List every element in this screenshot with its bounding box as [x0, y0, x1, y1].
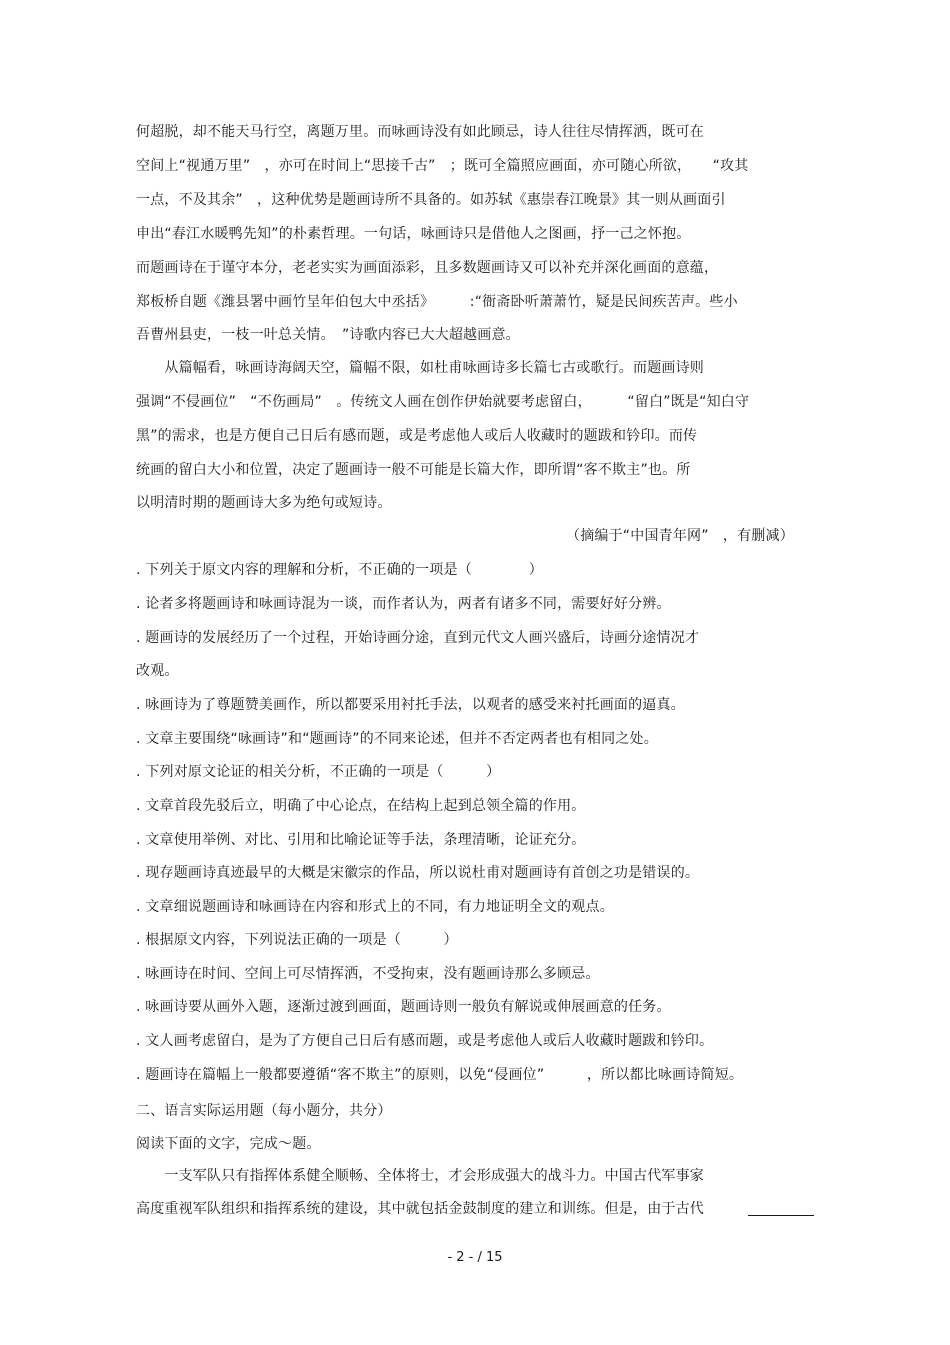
answer-blank-underline — [748, 1215, 814, 1216]
question-2: . 下列对原文论证的相关分析，不正确的一项是（ ） — [136, 764, 501, 780]
text-line: 一点，不及其余” ，这种优势是题画诗所不具备的。如苏轼《惠崇春江晚景》其一则从画面引 — [136, 192, 726, 208]
option-line: . 咏画诗在时间、空间上可尽情挥洒，不受拘束，没有题画诗那么多顾忌。 — [136, 966, 600, 982]
section-heading: 二、语言实际运用题（每小题分，共分） — [136, 1103, 392, 1119]
text-line: 郑板桥自题《潍县署中画竹呈年伯包大中丞括》 :“衙斋卧听萧萧竹，疑是民间疾苦声。些小 — [136, 294, 738, 310]
text-line: 何超脱，却不能天马行空，离题万里。而咏画诗没有如此顾忌，诗人往往尽情挥洒，既可在 — [136, 124, 704, 140]
option-line: . 文人画考虑留白，是为了方便自己日后有感而题，或是考虑他人或后人收藏时题跋和钤印。 — [136, 1033, 714, 1049]
text-line: 黑”的需求，也是方便自己日后有感而题，或是考虑他人或后人收藏时的题跋和钤印。而传 — [136, 428, 698, 444]
text-line: 统画的留白大小和位置，决定了题画诗一般不可能是长篇大作，即所谓“客不欺主”也。所 — [136, 462, 691, 478]
option-line: . 文章首段先驳后立，明确了中心论点，在结构上起到总领全篇的作用。 — [136, 798, 586, 814]
option-line: . 论者多将题画诗和咏画诗混为一谈，而作者认为，两者有诸多不同，需要好好分辨。 — [136, 596, 671, 612]
option-line: . 现存题画诗真迹最早的大概是宋徽宗的作品，所以说杜甫对题画诗有首创之功是错误的。 — [136, 865, 700, 881]
text-line: 申出“春江水暖鸭先知”的朴素哲理。一句话，咏画诗只是借他人之图画，抒一己之怀抱。 — [136, 226, 691, 242]
text-line: 一支军队只有指挥体系健全顺畅、全体将士，才会形成强大的战斗力。中国古代军事家 — [136, 1168, 704, 1184]
option-line: . 题画诗的发展经历了一个过程，开始诗画分途，直到元代文人画兴盛后，诗画分途情况才 — [136, 630, 700, 646]
option-line: . 文章主要围绕“咏画诗”和“题画诗”的不同来论述，但并不否定两者也有相同之处。 — [136, 731, 658, 747]
option-line: . 文章使用举例、对比、引用和比喻论证等手法，条理清晰，论证充分。 — [136, 832, 586, 848]
option-line: . 咏画诗要从画外入题，逐渐过渡到画面，题画诗则一般负有解说或伸展画意的任务。 — [136, 999, 671, 1015]
question-1: . 下列关于原文内容的理解和分析，不正确的一项是（ ） — [136, 562, 543, 578]
source-attribution: （摘编于“中国青年网” ，有删减） — [566, 528, 794, 544]
text-line: 高度重视军队组织和指挥系统的建设，其中就包括金鼓制度的建立和训练。但是，由于古代 — [136, 1201, 704, 1217]
instruction-line: 阅读下面的文字，完成～题。 — [136, 1136, 321, 1152]
option-line: . 文章细说题画诗和咏画诗在内容和形式上的不同，有力地证明全文的观点。 — [136, 899, 614, 915]
option-line: 改观。 — [136, 663, 179, 679]
option-line: . 题画诗在篇幅上一般都要遵循“客不欺主”的原则，以免“侵画位” ，所以都比咏画诗简短。 — [136, 1067, 744, 1083]
question-3: . 根据原文内容，下列说法正确的一项是（ ） — [136, 932, 458, 948]
text-line: 从篇幅看，咏画诗海阔天空，篇幅不限，如杜甫咏画诗多长篇七古或歌行。而题画诗则 — [136, 360, 704, 376]
text-line: 而题画诗在于谨守本分，老老实实为画面添彩，且多数题画诗又可以补充并深化画面的意蕴， — [136, 260, 719, 276]
text-line: 强调“不侵画位” “不伤画局” 。传统文人画在创作伊始就要考虑留白， “留白”既是“知白守 — [136, 394, 750, 410]
page-number: - 2 - / 15 — [447, 1250, 503, 1265]
text-line: 空间上“视通万里” ，亦可在时间上“思接千古” ；既可全篇照应画面，亦可随心所欲， “攻其 — [136, 158, 749, 174]
text-line: 以明清时期的题画诗大多为绝句或短诗。 — [136, 495, 392, 511]
option-line: . 咏画诗为了尊题赞美画作，所以都要采用衬托手法，以观者的感受来衬托画面的逼真。 — [136, 697, 685, 713]
text-line: 吾曹州县吏，一枝一叶总关情。 ”诗歌内容已大大超越画意。 — [136, 327, 520, 343]
